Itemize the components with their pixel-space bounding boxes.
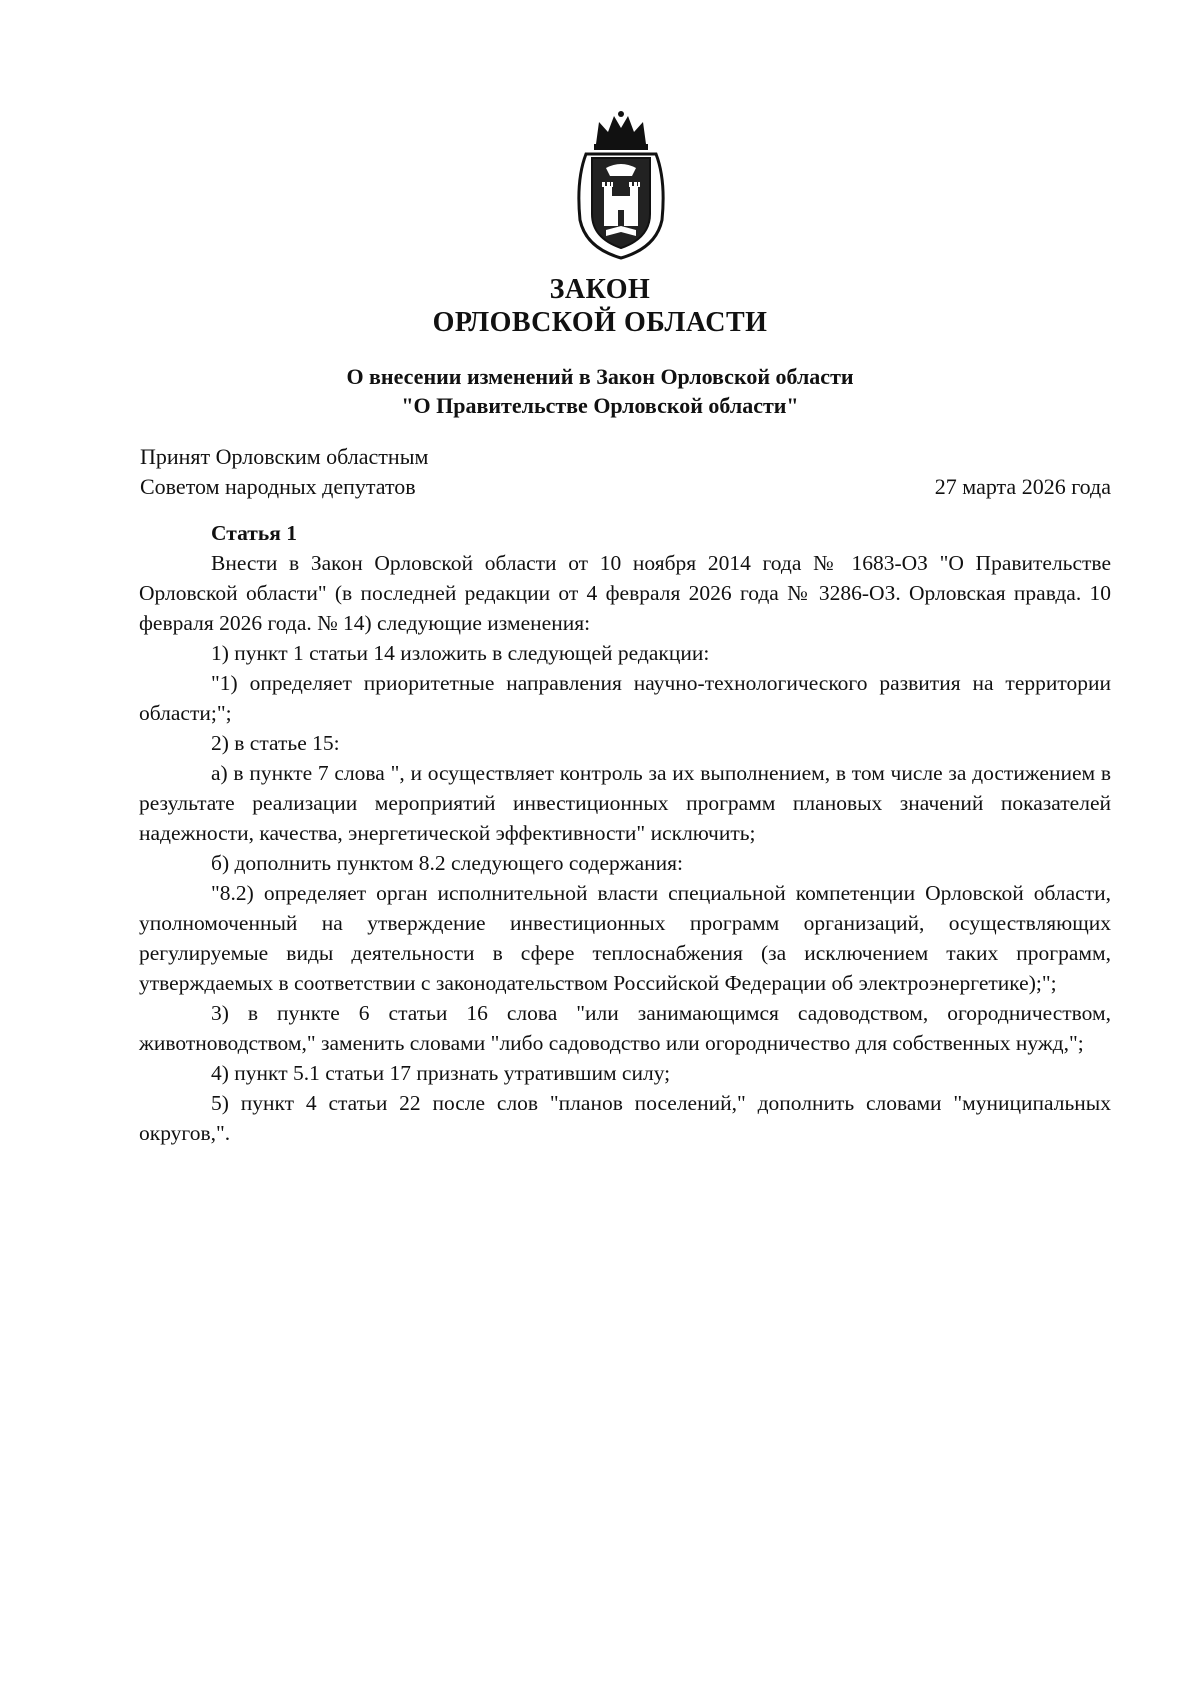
adoption-line2: Советом народных депутатов — [140, 474, 416, 499]
article-paragraph: "1) определяет приоритетные направления научно-технологического развития на территории области;"; — [139, 671, 1111, 725]
article-heading: Статья 1 — [211, 521, 297, 545]
article-paragraph: 4) пункт 5.1 статьи 17 признать утратившим силу; — [211, 1061, 671, 1085]
adoption-date: 27 марта 2026 года — [934, 474, 1111, 499]
article-paragraph: 3) в пункте 6 статьи 16 слова "или занимающимся садоводством, огородничеством, животноводством," заменить словами "либо садоводство или огородничество для собственных нужд,"; — [139, 1001, 1111, 1055]
article-paragraph: Внести в Закон Орловской области от 10 ноября 2014 года № 1683-ОЗ "О Правительстве Орловской области" (в последней редакции от 4 февраля 2026 года № 3286-ОЗ. Орловская правда. 10 февраля 2026 года. № 14) следующие изменения: — [139, 551, 1111, 635]
document-subtitle-line2: "О Правительстве Орловской области" — [401, 393, 799, 418]
article-paragraph: 2) в статье 15: — [211, 731, 340, 755]
document-subtitle-line1: О внесении изменений в Закон Орловской области — [346, 364, 854, 389]
article-paragraph: а) в пункте 7 слова ", и осуществляет контроль за их выполнением, в том числе за достижением в результате реализации мероприятий инвестиционных программ плановых значений показателей надежности, качества, энергетической эффективности" исключить; — [139, 761, 1111, 845]
orel-coat-of-arms-icon — [566, 110, 676, 260]
article-paragraph: 5) пункт 4 статьи 22 после слов "планов поселений," дополнить словами "муниципальных округов,". — [139, 1091, 1111, 1145]
document-title-region: ОРЛОВСКОЙ ОБЛАСТИ — [432, 307, 768, 338]
article-body — [139, 518, 1111, 1148]
adoption-line1: Принят Орловским областным — [140, 444, 429, 469]
article-paragraph: "8.2) определяет орган исполнительной власти специальной компетенции Орловской области, уполномоченный на утверждение инвестиционных программ организаций, осуществляющих регулируемые виды деятельности в сфере теплоснабжения (за исключением таких программ, утверждаемых в соответствии с законодательством Российской Федерации об электроэнергетике);"; — [139, 881, 1111, 995]
article-paragraph: б) дополнить пунктом 8.2 следующего содержания: — [211, 851, 684, 875]
adoption-block — [140, 442, 428, 502]
article-paragraph: 1) пункт 1 статьи 14 изложить в следующей редакции: — [211, 641, 710, 665]
document-title: ЗАКОН — [549, 274, 651, 305]
